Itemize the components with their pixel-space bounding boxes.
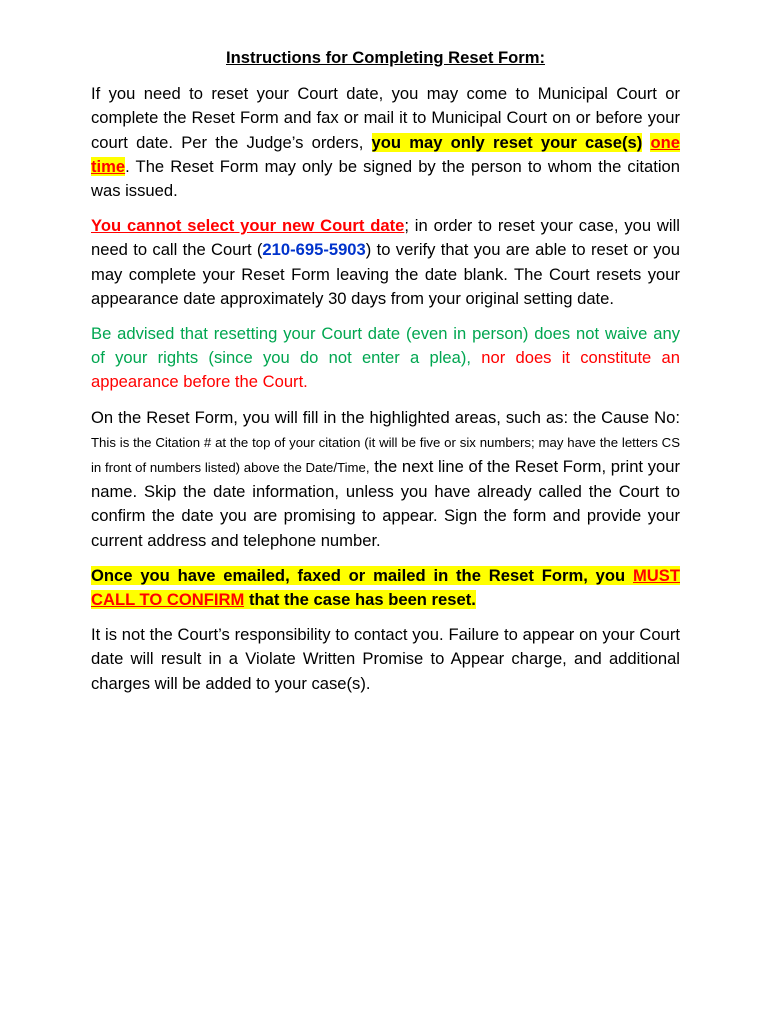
confirm-highlight-start: Once you have emailed, faxed or mailed in the Reset Form, you	[91, 565, 633, 585]
court-phone-number: 210-695-5903	[262, 240, 366, 260]
highlight-one-time: one time	[91, 132, 680, 176]
responsibility-text: It is not the Court’s responsibility to contact you. Failure to appear on your Court date will result in a Violate Written Promise to Appear charge, and additional charges will be added to your case(s).	[91, 625, 680, 693]
paragraph-reset-intro	[91, 82, 680, 203]
paragraph-form-fill	[91, 406, 680, 553]
intro-text: If you need to reset your Court date, you may come to Municipal Court or complete the Reset Form and fax or mail it to Municipal Court on or before your court date. Per the Judge’s orders,	[91, 84, 680, 152]
reset-info-text: ) to verify that you are able to reset or you may complete your Reset Form leaving the date blank. The Court resets your appearance date approximately 30 days from your original setting date.	[91, 240, 680, 308]
confirm-highlight-end: that the case has been reset.	[244, 590, 476, 610]
paragraph-select-date	[91, 214, 680, 311]
must-call-to-confirm: MUST CALL TO CONFIRM	[91, 565, 680, 610]
advisory-rights-text: Be advised that resetting your Court date (even in person) does not waive any of your rights (since you do not enter a plea),	[91, 324, 680, 368]
paragraph-advisory	[91, 322, 680, 395]
document-page	[91, 46, 680, 707]
page-title: Instructions for Completing Reset Form:	[226, 48, 545, 67]
warning-cannot-select-date: You cannot select your new Court date	[91, 216, 405, 236]
citation-note-text: This is the Citation # at the top of your citation (it will be five or six numbers; may have the letters CS in front of numbers listed) above the Date/Time,	[91, 434, 680, 476]
signature-note-text: . The Reset Form may only be signed by the person to whom the citation was issued.	[91, 156, 680, 201]
form-fill-text: On the Reset Form, you will fill in the highlighted areas, such as: the Cause No:	[91, 407, 680, 427]
call-court-text: ; in order to reset your case, you will need to call the Court (	[91, 216, 680, 260]
paragraph-confirm	[91, 564, 680, 612]
form-fill-continued-text: the next line of the Reset Form, print your name. Skip the date information, unless you have already called the Court to confirm the date you are promising to appear. Sign the form and provide your current address and telephone number.	[91, 457, 680, 550]
advisory-appearance-text: nor does it constitute an appearance before the Court.	[91, 348, 680, 392]
paragraph-responsibility	[91, 623, 680, 696]
highlight-reset-once: you may only reset your case(s)	[371, 132, 643, 152]
